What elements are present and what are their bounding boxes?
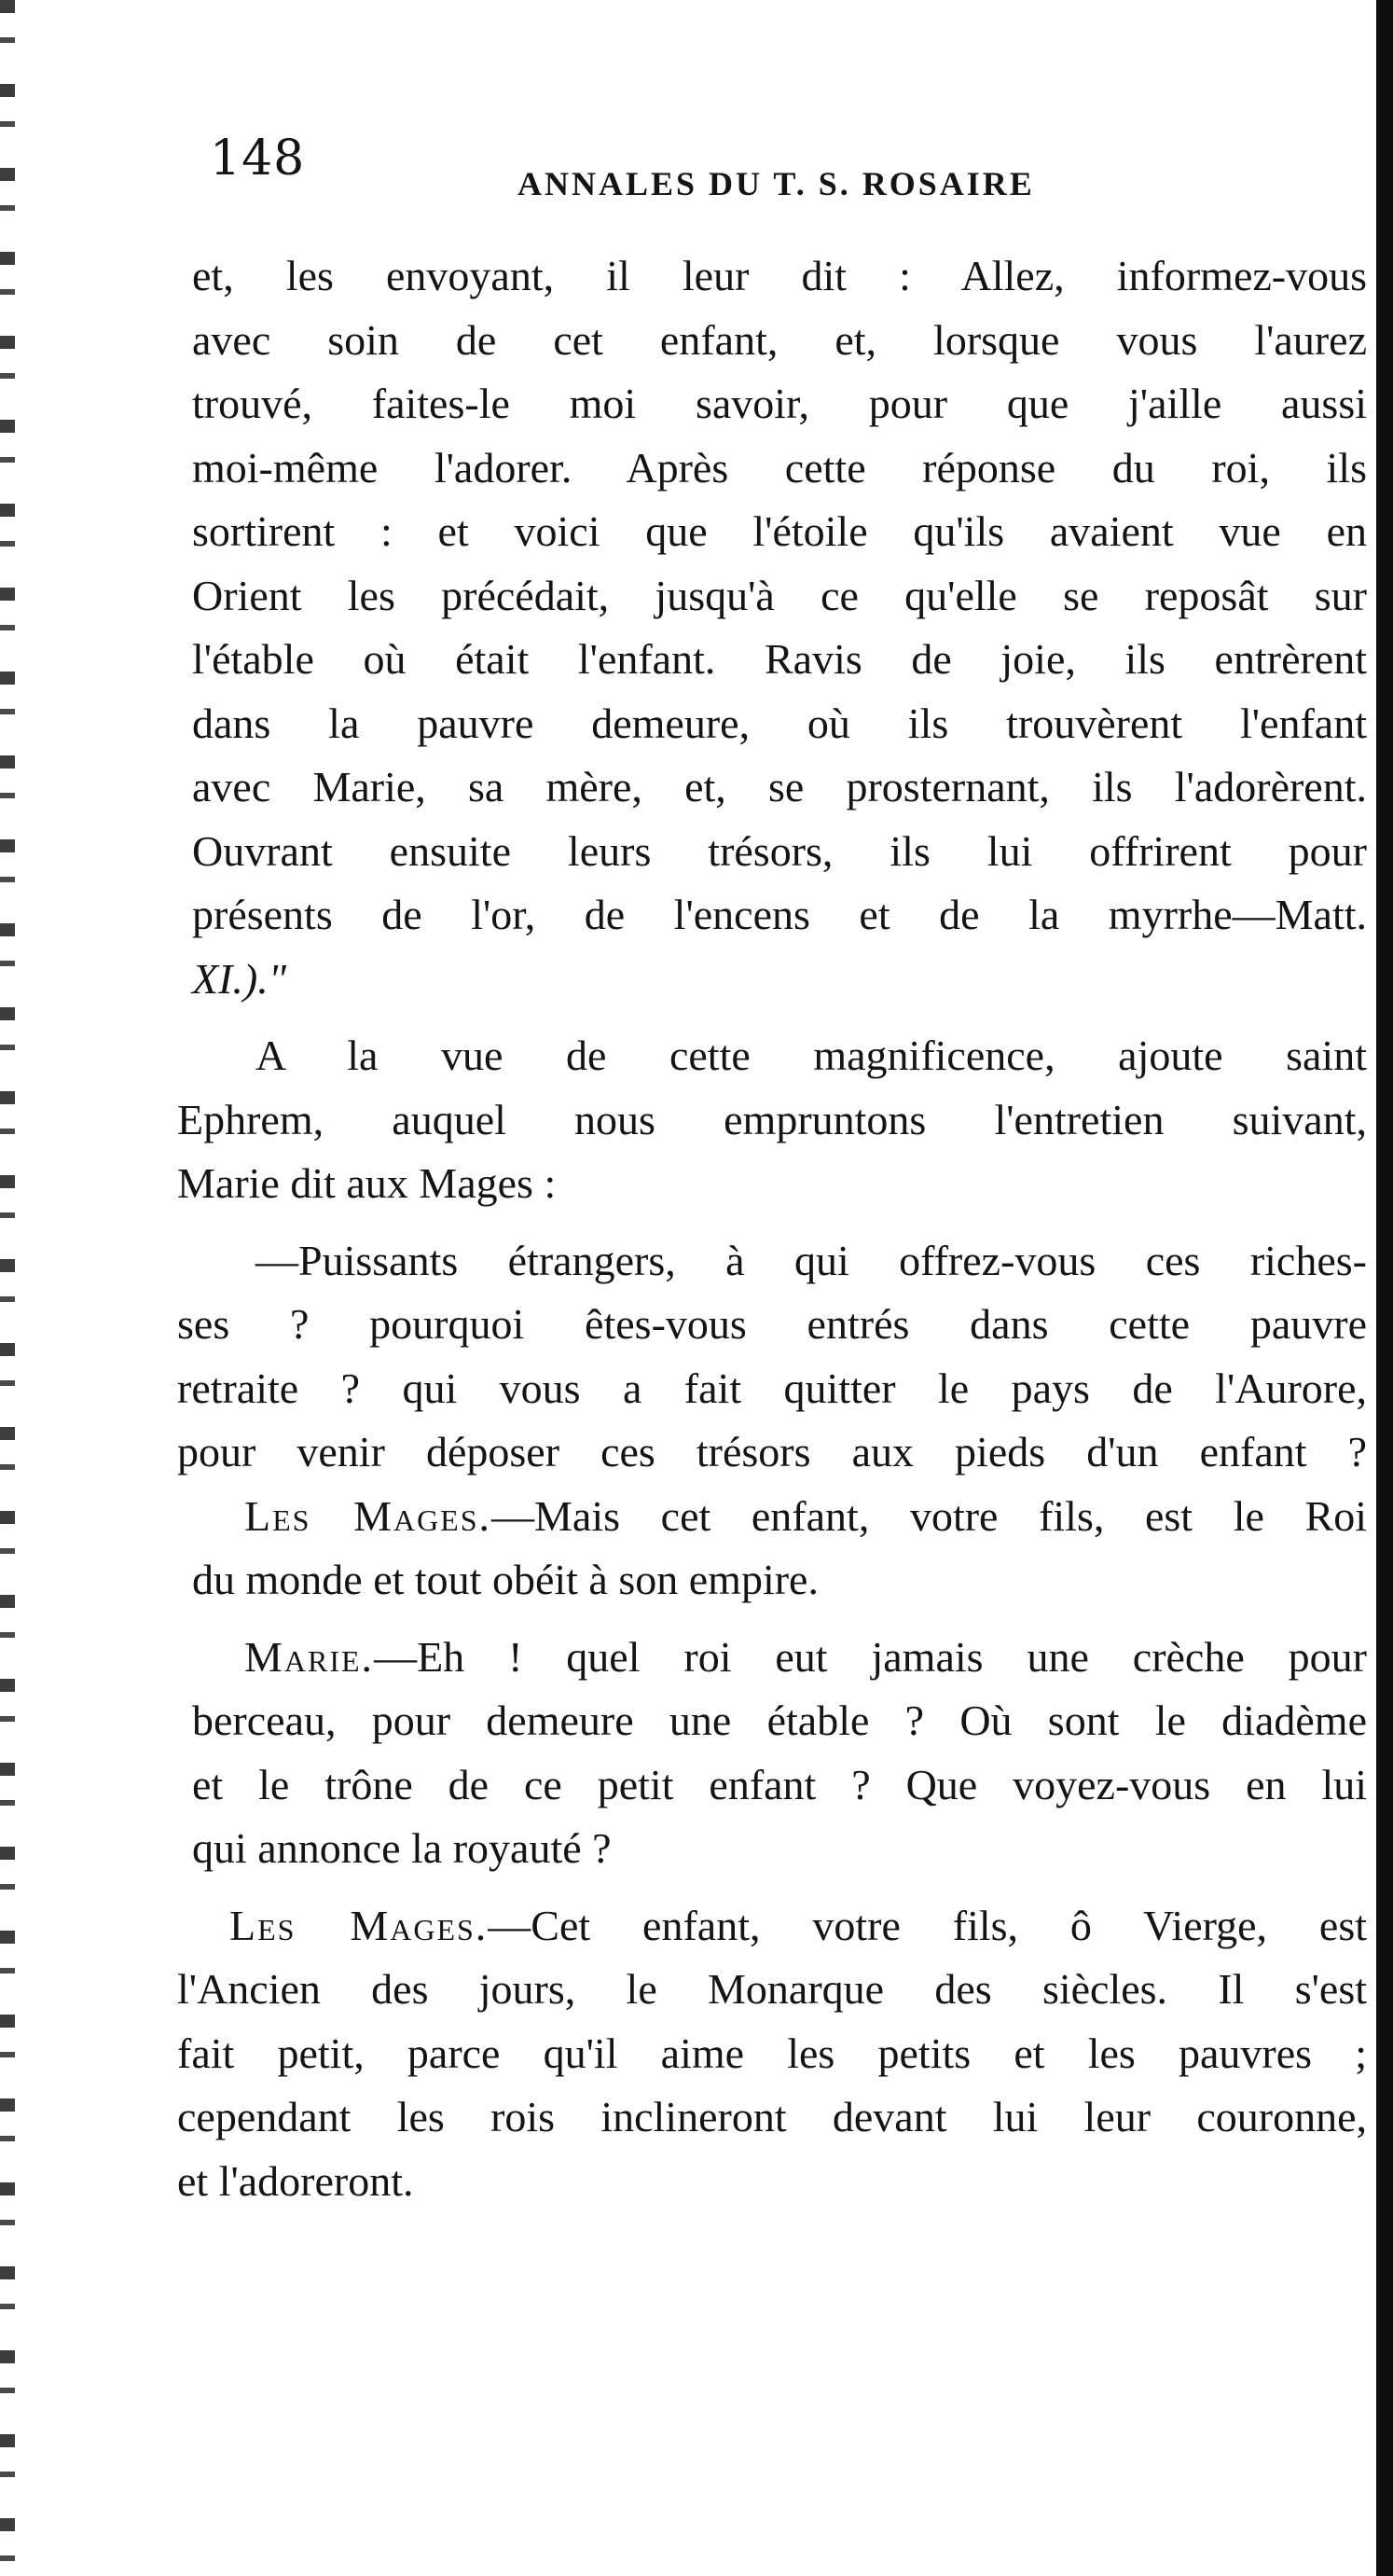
paragraph-narration bbox=[177, 1024, 1367, 1216]
text-line: berceau, pour demeure une étable ? Où sont le diadème bbox=[192, 1697, 1367, 1744]
text-line: dans la pauvre demeure, où ils trouvèrent l'enfant bbox=[192, 699, 1367, 747]
text-line: qui annonce la royauté ? bbox=[192, 1824, 612, 1872]
text-line bbox=[192, 1626, 1367, 1690]
speaker-label: Marie. bbox=[244, 1632, 375, 1681]
text-line: Ephrem, auquel nous empruntons l'entretien suivant, bbox=[177, 1095, 1367, 1143]
page-number: 148 bbox=[210, 131, 306, 187]
text-line: —Puissants étrangers, à qui offrez-vous ces riches- bbox=[255, 1236, 1367, 1284]
paragraph-gap bbox=[192, 1011, 1367, 1024]
speaker-label: Les Mages. bbox=[244, 1491, 492, 1540]
paragraph-gap bbox=[192, 1216, 1367, 1229]
paragraph-mages-reply-2 bbox=[177, 1894, 1368, 2214]
text-line: ses ? pourquoi êtes-vous entrés dans cette pauvre bbox=[177, 1300, 1367, 1348]
text-line: du monde et tout obéit à son empire. bbox=[192, 1556, 819, 1603]
text-line: fait petit, parce qu'il aime les petits et les pauvres ; bbox=[177, 2029, 1367, 2077]
scan-left-edge bbox=[0, 0, 15, 2576]
speaker-label: Les Mages. bbox=[229, 1901, 489, 1949]
text-line: pour venir déposer ces trésors aux pieds d'un enfant ? bbox=[177, 1428, 1367, 1475]
body-text bbox=[177, 244, 1368, 2213]
citation-reference: XI.)." bbox=[192, 954, 287, 1003]
text-line bbox=[177, 1894, 1367, 1959]
text-line bbox=[192, 948, 1367, 1012]
text-line: Ouvrant ensuite leurs trésors, ils lui offrirent pour bbox=[192, 826, 1367, 875]
text-line: sortirent : et voici que l'étoile qu'ils avaient vue en bbox=[192, 507, 1367, 555]
text-line: l'étable où était l'enfant. Ravis de joie, ils entrèrent bbox=[192, 635, 1367, 683]
paragraph-mages-reply-1 bbox=[192, 1485, 1367, 1613]
speech-text: —Mais cet enfant, votre fils, est le Roi bbox=[491, 1491, 1367, 1540]
text-line: trouvé, faites-le moi savoir, pour que j'aille aussi bbox=[192, 380, 1367, 427]
paragraph-gap bbox=[192, 1881, 1367, 1894]
text-line: et le trône de ce petit enfant ? Que voyez-vous en lui bbox=[192, 1760, 1367, 1808]
paragraph-marie-reply bbox=[192, 1626, 1367, 1881]
speech-text: —Cet enfant, votre fils, ô Vierge, est bbox=[488, 1901, 1368, 1949]
text-line: moi-même l'adorer. Après cette réponse du roi, ils bbox=[192, 443, 1367, 492]
text-line: Orient les précédait, jusqu'à ce qu'elle se reposât sur bbox=[192, 571, 1367, 619]
text-line bbox=[192, 1485, 1367, 1549]
speech-text: —Eh ! quel roi eut jamais une crèche pour bbox=[374, 1632, 1367, 1681]
text-line: cependant les rois inclineront devant lui leur couronne, bbox=[177, 2093, 1367, 2140]
paragraph-gap bbox=[192, 1613, 1367, 1626]
text-line: Marie dit aux Mages : bbox=[177, 1159, 557, 1207]
text-line: et, les envoyant, il leur dit : Allez, informez-vous bbox=[192, 252, 1367, 299]
running-title: ANNALES DU T. S. ROSAIRE bbox=[517, 165, 1035, 202]
text-line: et l'adoreront. bbox=[177, 2156, 414, 2205]
scan-right-edge bbox=[1376, 0, 1393, 2576]
text-line: avec soin de cet enfant, et, lorsque vous l'aurez bbox=[192, 315, 1367, 364]
text-line: l'Ancien des jours, le Monarque des siècles. Il s'est bbox=[177, 1965, 1367, 2013]
text-line: retraite ? qui vous a fait quitter le pays de l'Aurore, bbox=[177, 1364, 1367, 1412]
text-line: A la vue de cette magnificence, ajoute saint bbox=[255, 1032, 1367, 1079]
text-line: avec Marie, sa mère, et, se prosternant, ils l'adorèrent. bbox=[192, 763, 1367, 810]
text-line: présents de l'or, de l'encens et de la myrrhe—Matt. bbox=[192, 891, 1367, 938]
paragraph-gospel-quote bbox=[192, 244, 1367, 1011]
paragraph-marie-question bbox=[177, 1229, 1367, 1485]
